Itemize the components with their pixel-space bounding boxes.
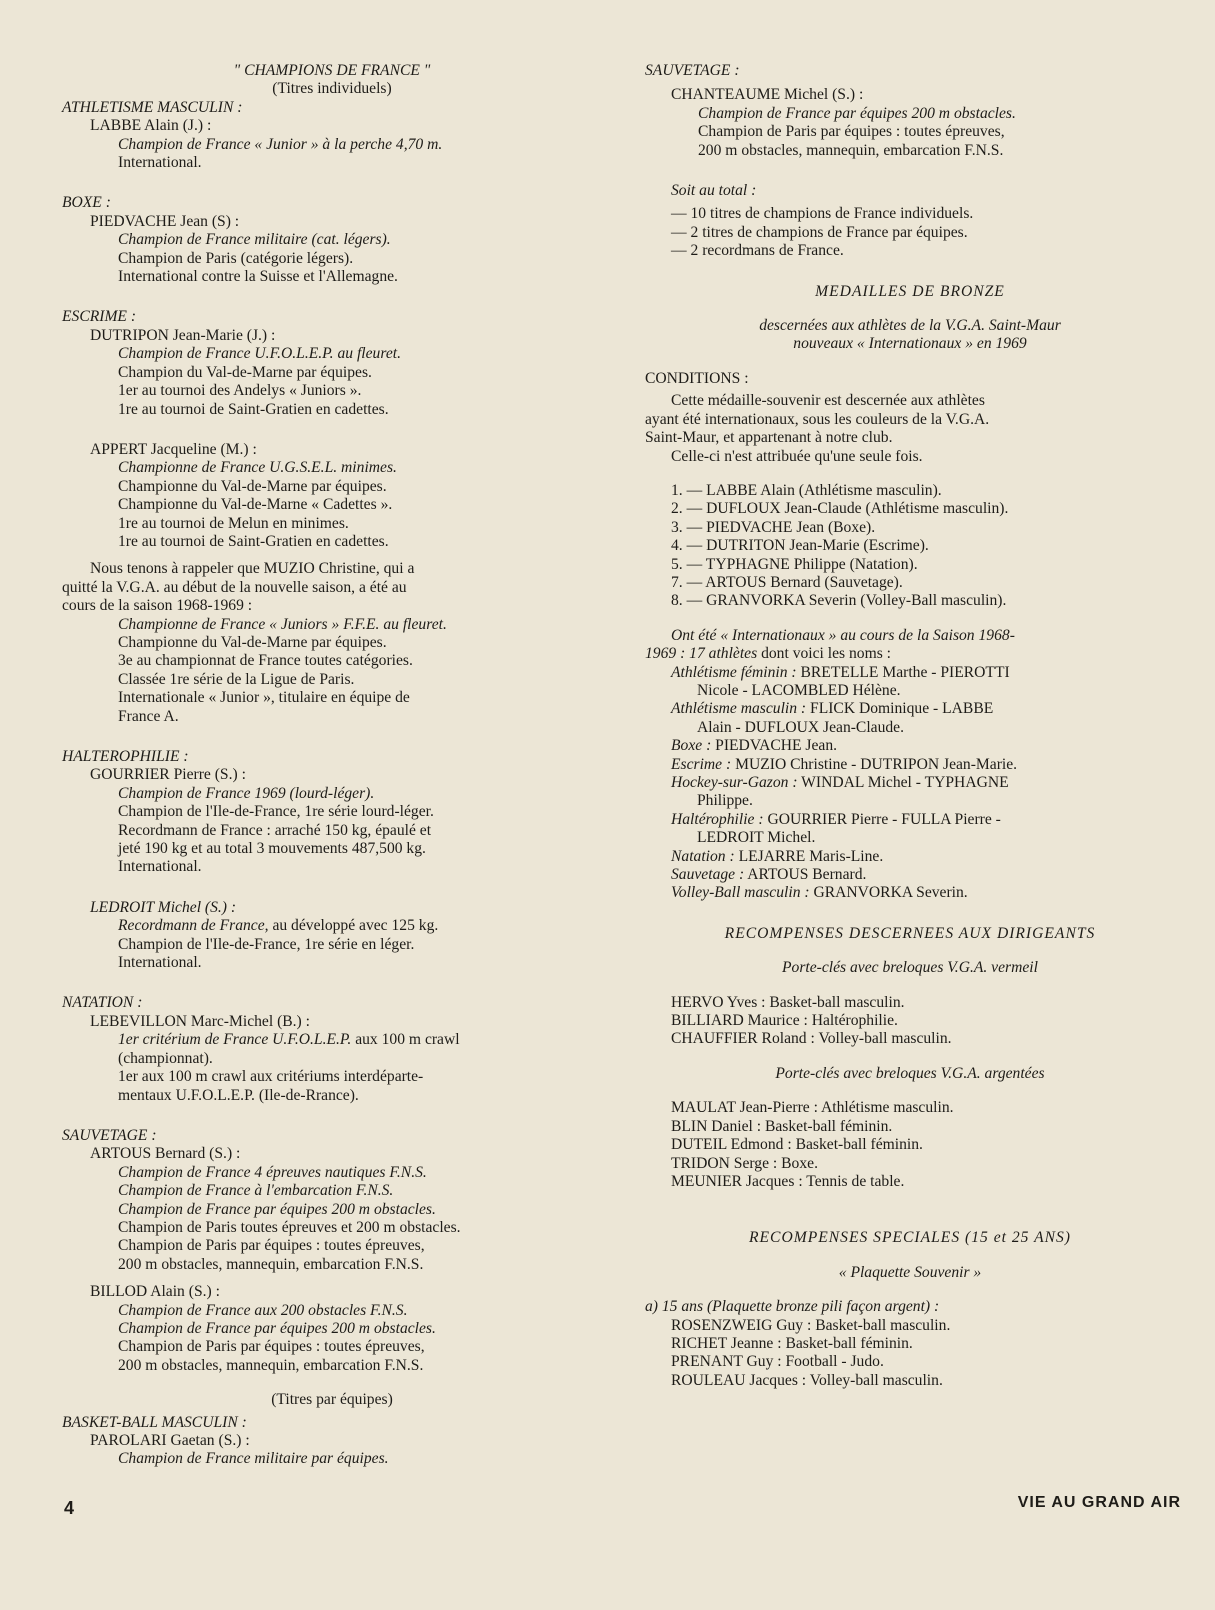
title-line: Champion de France par équipes 200 m obstacles. bbox=[118, 1200, 436, 1218]
athlete-names: FLICK Dominique - LABBE bbox=[806, 700, 994, 718]
title-line: Champion de Paris par équipes : toutes épreuves, bbox=[698, 123, 1005, 141]
section-subheading: nouveaux « Internationaux » en 1969 bbox=[793, 335, 1027, 353]
athlete-name: GOURRIER Pierre (S.) : bbox=[90, 766, 246, 784]
sport-label: Natation : bbox=[671, 847, 735, 865]
title-line: Championne du Val-de-Marne « Cadettes ». bbox=[118, 496, 393, 514]
list-item: TRIDON Serge : Boxe. bbox=[671, 1154, 818, 1172]
title-line: Internationale « Junior », titulaire en équipe de bbox=[118, 689, 410, 707]
title-line: Champion du Val-de-Marne par équipes. bbox=[118, 363, 372, 381]
title-part: Recordmann de France, bbox=[118, 917, 269, 935]
sport-title: SAUVETAGE : bbox=[645, 62, 740, 79]
list-item bbox=[645, 700, 1175, 718]
sport-label: Haltérophilie : bbox=[671, 810, 764, 828]
sport-title: ESCRIME : bbox=[62, 308, 137, 326]
athlete-name: ARTOUS Bernard (S.) : bbox=[90, 1145, 241, 1163]
section-subheading: (Titres par équipes) bbox=[271, 1391, 393, 1409]
right-column bbox=[645, 62, 1175, 1390]
conditions-label: CONDITIONS : bbox=[645, 369, 749, 387]
athlete-names: GOURRIER Pierre - FULLA Pierre - bbox=[763, 810, 1001, 828]
title-line: Champion de France U.F.O.L.E.P. au fleuret. bbox=[118, 345, 401, 363]
list-item: LEDROIT Michel. bbox=[697, 829, 816, 847]
list-item: CHAUFFIER Roland : Volley-ball masculin. bbox=[671, 1030, 952, 1048]
list-item: Nicole - LACOMBLED Hélène. bbox=[697, 681, 901, 699]
sport-title: BOXE : bbox=[62, 194, 111, 212]
list-item: BILLIARD Maurice : Haltérophilie. bbox=[671, 1012, 898, 1030]
list-label: a) 15 ans (Plaquette bronze pili façon argent) : bbox=[645, 1298, 940, 1316]
magazine-title: VIE AU GRAND AIR bbox=[1017, 1494, 1181, 1511]
title-line: Championne du Val-de-Marne par équipes. bbox=[118, 477, 387, 495]
sport-label: Volley-Ball masculin : bbox=[671, 884, 810, 902]
sport-label: Hockey-sur-Gazon : bbox=[671, 774, 798, 791]
title-line: Champion de France 4 épreuves nautiques F.N.S. bbox=[118, 1163, 427, 1181]
list-item bbox=[645, 866, 1175, 884]
section-subheading: descernées aux athlètes de la V.G.A. Saint-Maur bbox=[759, 317, 1061, 335]
total-title: Soit au total : bbox=[671, 182, 757, 200]
section-subheading: (Titres individuels) bbox=[272, 80, 392, 98]
title-line: 3e au championnat de France toutes catégories. bbox=[118, 652, 413, 670]
title-line: mentaux U.F.O.L.E.P. (Ile-de-Rrance). bbox=[118, 1086, 359, 1104]
athlete-name: PAROLARI Gaetan (S.) : bbox=[90, 1432, 250, 1449]
section-heading: MEDAILLES DE BRONZE bbox=[815, 282, 1005, 300]
sport-label: Escrime : bbox=[671, 755, 732, 773]
page-number: 4 bbox=[64, 1498, 75, 1518]
sport-label: Athlétisme féminin : bbox=[671, 663, 797, 681]
total-line: — 10 titres de champions de France individuels. bbox=[671, 205, 974, 223]
title-line: Champion de France « Junior » à la perche 4,70 m. bbox=[118, 135, 443, 153]
section-subheading: Porte-clés avec breloques V.G.A. argentées bbox=[775, 1064, 1045, 1082]
athlete-names: PIEDVACHE Jean. bbox=[711, 737, 838, 755]
title-line: 1re au tournoi de Melun en minimes. bbox=[118, 514, 349, 532]
list-item: 5. — TYPHAGNE Philippe (Natation). bbox=[671, 555, 918, 573]
list-item bbox=[645, 774, 1175, 792]
sport-title: HALTEROPHILIE : bbox=[62, 748, 189, 765]
title-line: 1er aux 100 m crawl aux critériums interdéparte- bbox=[118, 1068, 424, 1086]
paragraph-line: ayant été internationaux, sous les couleurs de la V.G.A. bbox=[645, 410, 990, 428]
title-line bbox=[62, 1031, 602, 1049]
title-line: Champion de Paris toutes épreuves et 200 m obstacles. bbox=[118, 1218, 461, 1236]
total-line: — 2 recordmans de France. bbox=[671, 242, 844, 260]
sport-title: SAUVETAGE : bbox=[62, 1126, 157, 1144]
title-line bbox=[62, 917, 602, 935]
list-item bbox=[645, 756, 1175, 774]
list-item: HERVO Yves : Basket-ball masculin. bbox=[671, 993, 905, 1011]
title-line: 200 m obstacles, mannequin, embarcation F.N.S. bbox=[118, 1255, 424, 1273]
paragraph-line: Ont été « Internationaux » au cours de la Saison 1968- bbox=[671, 626, 1015, 644]
list-item: 2. — DUFLOUX Jean-Claude (Athlétisme masculin). bbox=[671, 500, 1009, 518]
list-item: 7. — ARTOUS Bernard (Sauvetage). bbox=[671, 573, 903, 591]
title-line: Championne de France U.G.S.E.L. minimes. bbox=[118, 459, 397, 477]
title-line: 1re au tournoi de Saint-Gratien en cadettes. bbox=[118, 532, 389, 550]
section-subheading: Porte-clés avec breloques V.G.A. vermeil bbox=[782, 959, 1038, 977]
paragraph-line: Celle-ci n'est attribuée qu'une seule fois. bbox=[671, 447, 923, 465]
section-subheading: « Plaquette Souvenir » bbox=[838, 1263, 982, 1281]
paragraph-line: Nous tenons à rappeler que MUZIO Christine, qui a bbox=[90, 560, 415, 578]
athlete-name: APPERT Jacqueline (M.) : bbox=[90, 440, 257, 458]
athlete-names: WINDAL Michel - TYPHAGNE bbox=[797, 774, 1009, 791]
list-item bbox=[645, 811, 1175, 829]
title-line: International. bbox=[118, 954, 202, 972]
title-line: Champion de France aux 200 obstacles F.N.S. bbox=[118, 1301, 408, 1319]
text-part: 1969 : 17 athlètes bbox=[645, 645, 758, 663]
list-item: Alain - DUFLOUX Jean-Claude. bbox=[697, 718, 905, 736]
title-line: International. bbox=[118, 858, 202, 876]
text-part: dont voici les noms : bbox=[757, 645, 892, 663]
title-line: Champion de Paris par équipes : toutes épreuves, bbox=[118, 1237, 425, 1255]
list-item: DUTEIL Edmond : Basket-ball féminin. bbox=[671, 1136, 923, 1154]
title-line: Champion de Paris (catégorie légers). bbox=[118, 249, 354, 267]
athlete-names: ARTOUS Bernard. bbox=[744, 866, 867, 884]
list-item: ROULEAU Jacques : Volley-ball masculin. bbox=[671, 1371, 943, 1389]
athlete-names: LEJARRE Maris-Line. bbox=[734, 847, 884, 865]
sport-label: Boxe : bbox=[671, 737, 712, 755]
paragraph-line bbox=[645, 645, 1175, 663]
title-line: Champion de France à l'embarcation F.N.S. bbox=[118, 1182, 394, 1200]
left-column bbox=[62, 62, 602, 1469]
total-line: — 2 titres de champions de France par équipes. bbox=[671, 223, 968, 241]
list-item bbox=[645, 664, 1175, 682]
athlete-name: BILLOD Alain (S.) : bbox=[90, 1283, 220, 1301]
title-line: Champion de l'Ile-de-France, 1re série en léger. bbox=[118, 935, 415, 953]
section-heading: RECOMPENSES SPECIALES (15 et 25 ANS) bbox=[749, 1229, 1071, 1247]
list-item bbox=[645, 884, 1175, 902]
title-line: Championne du Val-de-Marne par équipes. bbox=[118, 633, 387, 651]
title-line: 1er au tournoi des Andelys « Juniors ». bbox=[118, 382, 362, 400]
paragraph-line: Cette médaille-souvenir est descernée aux athlètes bbox=[671, 392, 985, 410]
title-line: (championnat). bbox=[118, 1049, 213, 1067]
title-line: Champion de France par équipes 200 m obstacles. bbox=[118, 1319, 436, 1337]
list-item: 8. — GRANVORKA Severin (Volley-Ball masculin). bbox=[671, 592, 1007, 610]
title-part: aux 100 m crawl bbox=[351, 1031, 460, 1049]
list-item: 1. — LABBE Alain (Athlétisme masculin). bbox=[671, 481, 942, 499]
title-line: Champion de France 1969 (lourd-léger). bbox=[118, 784, 375, 802]
title-line: International. bbox=[118, 154, 202, 172]
athlete-name: PIEDVACHE Jean (S) : bbox=[90, 212, 240, 230]
athlete-name: CHANTEAUME Michel (S.) : bbox=[671, 86, 864, 104]
athlete-names: GRANVORKA Severin. bbox=[809, 884, 968, 902]
athlete-name: LABBE Alain (J.) : bbox=[90, 117, 212, 135]
title-line: 1re au tournoi de Saint-Gratien en cadettes. bbox=[118, 400, 389, 418]
list-item bbox=[645, 848, 1175, 866]
title-line: Championne de France « Juniors » F.F.E. au fleuret. bbox=[118, 615, 447, 633]
title-line: International contre la Suisse et l'Allemagne. bbox=[118, 268, 398, 286]
sport-title: NATATION : bbox=[62, 994, 143, 1012]
list-item: ROSENZWEIG Guy : Basket-ball masculin. bbox=[671, 1316, 951, 1334]
list-item: RICHET Jeanne : Basket-ball féminin. bbox=[671, 1334, 913, 1352]
list-item: PRENANT Guy : Football - Judo. bbox=[671, 1353, 884, 1371]
list-item bbox=[645, 737, 1175, 755]
athlete-name: LEBEVILLON Marc-Michel (B.) : bbox=[90, 1012, 310, 1030]
title-part: au développé avec 125 kg. bbox=[268, 917, 439, 935]
list-item: BLIN Daniel : Basket-ball féminin. bbox=[671, 1117, 893, 1135]
list-item: 3. — PIEDVACHE Jean (Boxe). bbox=[671, 518, 876, 536]
paragraph-line: cours de la saison 1968-1969 : bbox=[62, 597, 253, 615]
athlete-name: LEDROIT Michel (S.) : bbox=[90, 898, 237, 916]
title-line: 200 m obstacles, mannequin, embarcation F.N.S. bbox=[118, 1356, 424, 1374]
athlete-names: MUZIO Christine - DUTRIPON Jean-Marie. bbox=[731, 755, 1018, 773]
title-line: Champion de France militaire par équipes. bbox=[118, 1450, 389, 1468]
title-line: Champion de France militaire (cat. légers). bbox=[118, 231, 391, 249]
title-line: Champion de l'Ile-de-France, 1re série lourd-léger. bbox=[118, 803, 434, 821]
paragraph-line: quitté la V.G.A. au début de la nouvelle saison, a été au bbox=[62, 578, 407, 596]
sport-label: Sauvetage : bbox=[671, 866, 745, 884]
title-part: 1er critérium de France U.F.O.L.E.P. bbox=[118, 1031, 352, 1049]
list-item: Philippe. bbox=[697, 792, 753, 810]
section-heading: RECOMPENSES DESCERNEES AUX DIRIGEANTS bbox=[724, 924, 1096, 942]
sport-label: Athlétisme masculin : bbox=[671, 700, 807, 718]
sport-title: ATHLETISME MASCULIN : bbox=[62, 98, 243, 116]
title-line: jeté 190 kg et au total 3 mouvements 487,500 kg. bbox=[118, 840, 426, 858]
title-line: Champion de France par équipes 200 m obstacles. bbox=[698, 104, 1016, 122]
list-item: MEUNIER Jacques : Tennis de table. bbox=[671, 1172, 905, 1190]
title-line: Classée 1re série de la Ligue de Paris. bbox=[118, 670, 355, 688]
list-item: MAULAT Jean-Pierre : Athlétisme masculin. bbox=[671, 1099, 954, 1117]
section-heading: " CHAMPIONS DE FRANCE " bbox=[233, 62, 431, 79]
paragraph-line: Saint-Maur, et appartenant à notre club. bbox=[645, 429, 893, 447]
title-line: France A. bbox=[118, 707, 179, 725]
list-item: 4. — DUTRITON Jean-Marie (Escrime). bbox=[671, 537, 929, 555]
sport-title: BASKET-BALL MASCULIN : bbox=[62, 1413, 247, 1431]
title-line: 200 m obstacles, mannequin, embarcation F.N.S. bbox=[698, 141, 1004, 159]
athlete-name: DUTRIPON Jean-Marie (J.) : bbox=[90, 326, 276, 344]
athlete-names: BRETELLE Marthe - PIEROTTI bbox=[796, 663, 1010, 681]
title-line: Recordmann de France : arraché 150 kg, épaulé et bbox=[118, 821, 432, 839]
title-line: Champion de Paris par équipes : toutes épreuves, bbox=[118, 1338, 425, 1356]
